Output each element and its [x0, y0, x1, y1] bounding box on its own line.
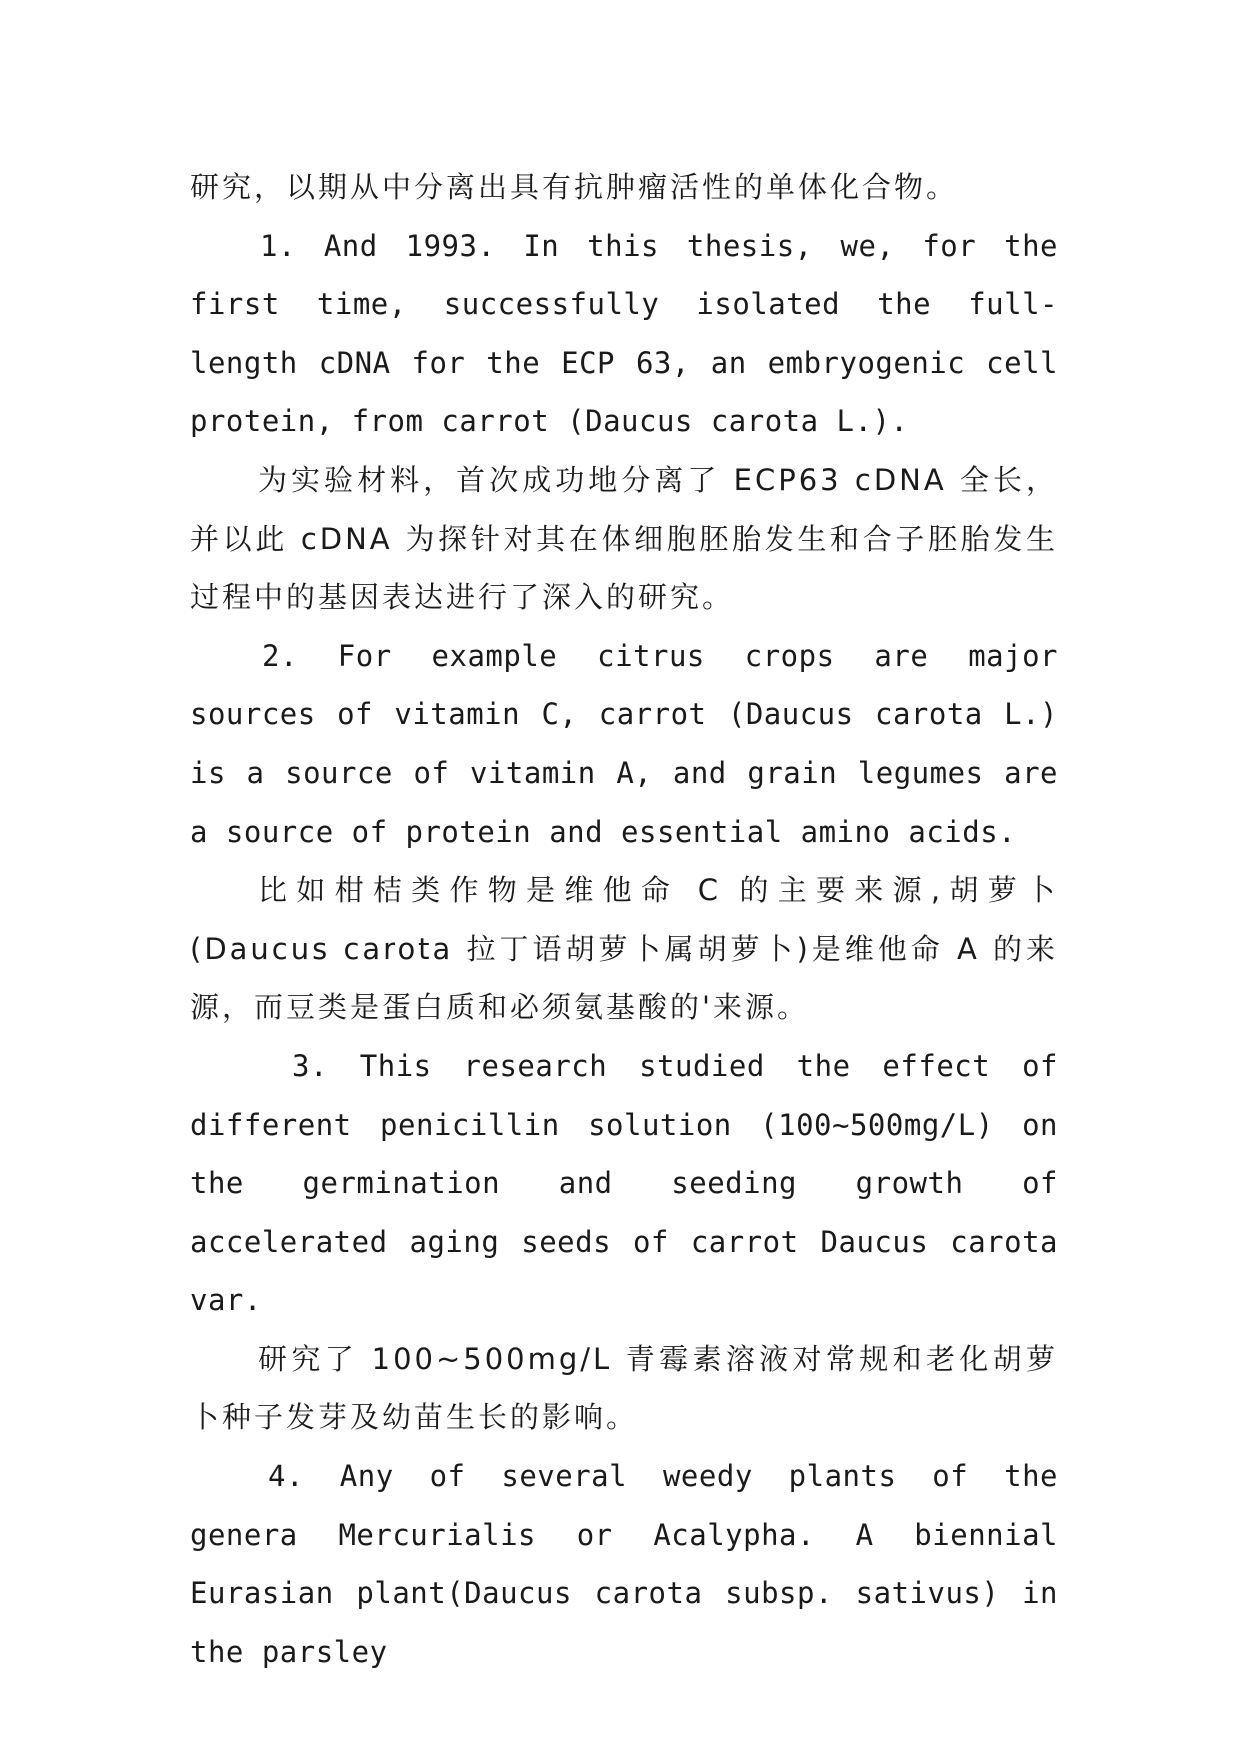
document-body	[190, 158, 1058, 1681]
paragraph-en-3: 3. This research studied the effect of different penicillin solution (100~500mg/L) on the germination and seeding growth of accelerated aging seeds of carrot Daucus carota var.	[190, 1048, 1058, 1318]
paragraph-cn-intro: 研究，以期从中分离出具有抗肿瘤活性的单体化合物。	[190, 170, 959, 204]
paragraph-cn-1: 为实验材料，首次成功地分离了 ECP63 cDNA 全长，并以此 cDNA 为探针对其在体细胞胚胎发生和合子胚胎发生过程中的基因表达进行了深入的研究。	[190, 462, 1058, 615]
paragraph-en-2: 2. For example citrus crops are major sources of vitamin C, carrot (Daucus carota L.) is a source of vitamin A, and grain legumes are a source of protein and essential amino acids.	[190, 638, 1058, 849]
paragraph-en-4: 4. Any of several weedy plants of the genera Mercurialis or Acalypha. A biennial Eurasian plant(Daucus carota subsp. sativus) in the parsley	[190, 1459, 1058, 1669]
paragraph-cn-3: 研究了 100~500mg/L 青霉素溶液对常规和老化胡萝卜种子发芽及幼苗生长的影响。	[190, 1341, 1058, 1435]
paragraph-cn-2: 比如柑桔类作物是维他命 C 的主要来源,胡萝卜(Daucus carota 拉丁语胡萝卜属胡萝卜)是维他命 A 的来源，而豆类是蛋白质和必须氨基酸的'来源。	[190, 873, 1058, 1025]
paragraph-en-1: 1. And 1993. In this thesis, we, for the first time, successfully isolated the full-length cDNA for the ECP 63, an embryogenic cell protein, from carrot (Daucus carota L.).	[190, 228, 1058, 439]
